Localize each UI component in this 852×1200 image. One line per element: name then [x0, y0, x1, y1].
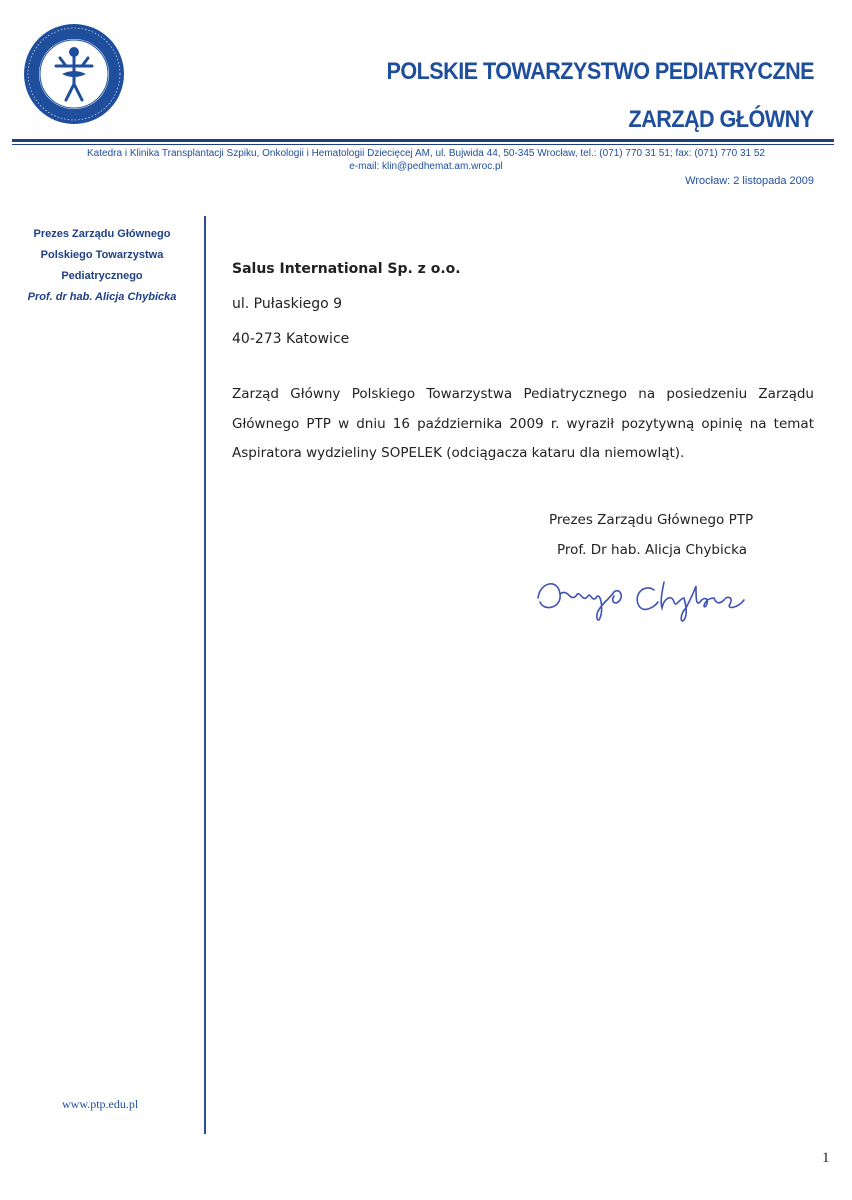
handwritten-signature-icon [530, 568, 780, 638]
recipient-street: ul. Pułaskiego 9 [232, 296, 343, 312]
sidebar-signatory [12, 224, 192, 308]
header-divider-thick [12, 139, 834, 142]
letter-closing [549, 506, 753, 565]
recipient-address [232, 252, 461, 357]
organization-title: POLSKIE TOWARZYSTWO PEDIATRYCZNE [386, 58, 814, 85]
page-number: 1 [822, 1150, 830, 1166]
header-address [0, 147, 852, 173]
organization-subtitle: ZARZĄD GŁÓWNY [629, 106, 814, 133]
sidebar-line: Polskiego Towarzystwa [40, 249, 164, 261]
sidebar-line: Pediatrycznego [61, 270, 143, 282]
header-divider-thin [12, 144, 834, 145]
recipient-city: 40-273 Katowice [232, 331, 350, 347]
recipient-company: Salus International Sp. z o.o. [232, 261, 461, 277]
closing-title: Prezes Zarządu Głównego PTP [549, 512, 754, 528]
letter-body: Zarząd Główny Polskiego Towarzystwa Pediatrycznego na posiedzeniu Zarządu Głównego PTP w dniu 16 października 2009 r. wyraził pozytywną opinię na temat Aspiratora wydzieliny SOPELEK (odciągacza kataru dla niemowląt). [232, 386, 814, 461]
letter-date: Wrocław: 2 listopada 2009 [685, 175, 814, 187]
closing-name: Prof. Dr hab. Alicja Chybicka [557, 541, 748, 558]
ptp-seal-emblem-icon [22, 22, 126, 126]
sidebar-name: Prof. dr hab. Alicja Chybicka [27, 291, 177, 303]
sidebar-line: Prezes Zarządu Głównego [33, 228, 171, 240]
email-line: e-mail: klin@pedhemat.am.wroc.pl [349, 161, 503, 172]
sidebar-divider [204, 216, 206, 1134]
address-line: Katedra i Klinika Transplantacji Szpiku, Onkologii i Hematologii Dziecięcej AM, ul. Bujwida 44, 50-345 Wrocław, tel.: (071) 770 31 51; fax: (071) 770 31 52 [87, 148, 765, 159]
website-link[interactable]: www.ptp.edu.pl [62, 1097, 139, 1111]
